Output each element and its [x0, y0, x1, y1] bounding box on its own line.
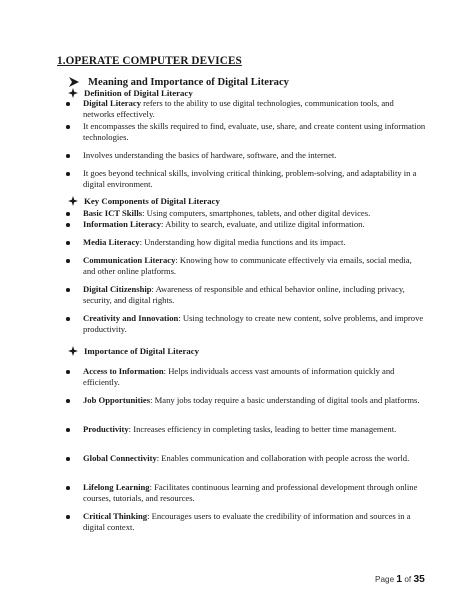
of-label: of: [404, 575, 412, 584]
round-bullet-icon: [66, 486, 70, 490]
round-bullet-icon: [66, 102, 70, 106]
round-bullet-icon: [66, 428, 70, 432]
item-text: : Many jobs today require a basic understanding of digital tools and platforms.: [150, 395, 420, 405]
round-bullet-icon: [66, 259, 70, 263]
page-label: Page: [375, 575, 395, 584]
list-item: [66, 98, 426, 120]
item-text: : Helps individuals access vast amounts of information quickly and efficiently.: [83, 366, 395, 388]
list-item: [66, 208, 426, 219]
list-item: [66, 424, 426, 435]
round-bullet-icon: [66, 457, 70, 461]
diamond-bullet-icon: [68, 88, 78, 98]
round-bullet-icon: [66, 317, 70, 321]
list-item: [66, 237, 426, 248]
list-item: [66, 366, 426, 388]
item-text: : Encourages users to evaluate the credibility of information and sources in a digital context.: [83, 511, 411, 533]
item-text: : Using computers, smartphones, tablets, and other digital devices.: [142, 208, 371, 218]
item-term: Global Connectivity: [83, 453, 157, 463]
round-bullet-icon: [66, 399, 70, 403]
item-term: Basic ICT Skills: [83, 208, 143, 218]
item-term: Digital Citizenship: [83, 284, 152, 294]
item-text: : Increases efficiency in completing tasks, leading to better time management.: [128, 424, 397, 434]
list-item: [66, 150, 426, 161]
diamond-bullet-icon: [68, 196, 78, 206]
round-bullet-icon: [66, 370, 70, 374]
page-footer: [375, 574, 425, 585]
item-term: Information Literacy: [83, 219, 162, 229]
list-item: [66, 313, 426, 335]
round-bullet-icon: [66, 515, 70, 519]
item-text: : Awareness of responsible and ethical behavior online, including privacy, security, and digital rights.: [83, 284, 405, 306]
page-number: 1: [396, 574, 403, 585]
section-heading-importance: [68, 346, 199, 356]
item-term: Critical Thinking: [83, 511, 148, 521]
list-item: [66, 511, 426, 533]
list-item: [66, 168, 426, 190]
total-pages: 35: [413, 574, 425, 585]
item-text: : Using technology to create new content, solve problems, and improve productivity.: [83, 313, 424, 335]
item-term: Lifelong Learning: [83, 482, 150, 492]
round-bullet-icon: [66, 241, 70, 245]
item-text: It encompasses the skills required to find, evaluate, use, share, and create content using information technologies.: [83, 121, 426, 143]
item-term: Media Literacy: [83, 237, 140, 247]
round-bullet-icon: [66, 154, 70, 158]
document-title: 1.OPERATE COMPUTER DEVICES: [57, 55, 242, 67]
section-heading-text: Definition of Digital Literacy: [84, 88, 193, 98]
list-item: [66, 284, 426, 306]
arrowhead-icon: [68, 76, 80, 88]
item-text: : Ability to search, evaluate, and utilize digital information.: [161, 219, 365, 229]
list-item: [66, 453, 426, 464]
round-bullet-icon: [66, 212, 70, 216]
list-item: [66, 395, 426, 406]
list-item: [66, 121, 426, 143]
item-text: : Knowing how to communicate effectively via emails, social media, and other online platforms.: [83, 255, 412, 277]
item-term: Productivity: [83, 424, 129, 434]
item-text: refers to the ability to use digital technologies, communication tools, and networks effectively.: [83, 98, 394, 120]
section-heading-components: [68, 196, 220, 206]
section-heading-text: Importance of Digital Literacy: [84, 346, 200, 356]
main-heading: [68, 76, 289, 88]
item-term: Creativity and Innovation: [83, 313, 179, 323]
list-item: [66, 219, 426, 230]
section-heading-definition: [68, 88, 193, 98]
main-heading-text: Meaning and Importance of Digital Literacy: [88, 76, 289, 88]
item-term: Access to Information: [83, 366, 164, 376]
item-text: : Enables communication and collaboration with people across the world.: [156, 453, 410, 463]
diamond-bullet-icon: [68, 346, 78, 356]
round-bullet-icon: [66, 125, 70, 129]
item-term: Digital Literacy: [83, 98, 141, 108]
item-text: Involves understanding the basics of hardware, software, and the internet.: [83, 150, 337, 160]
round-bullet-icon: [66, 223, 70, 227]
item-term: Job Opportunities: [83, 395, 151, 405]
round-bullet-icon: [66, 172, 70, 176]
item-term: Communication Literacy: [83, 255, 176, 265]
list-item: [66, 482, 426, 504]
item-text: : Facilitates continuous learning and professional development through online courses, tutorials, and resources.: [83, 482, 418, 504]
list-item: [66, 255, 426, 277]
item-text: It goes beyond technical skills, involving critical thinking, problem-solving, and adaptability in a digital environment.: [83, 168, 417, 190]
round-bullet-icon: [66, 288, 70, 292]
item-text: : Understanding how digital media functions and its impact.: [139, 237, 346, 247]
section-heading-text: Key Components of Digital Literacy: [84, 196, 220, 206]
